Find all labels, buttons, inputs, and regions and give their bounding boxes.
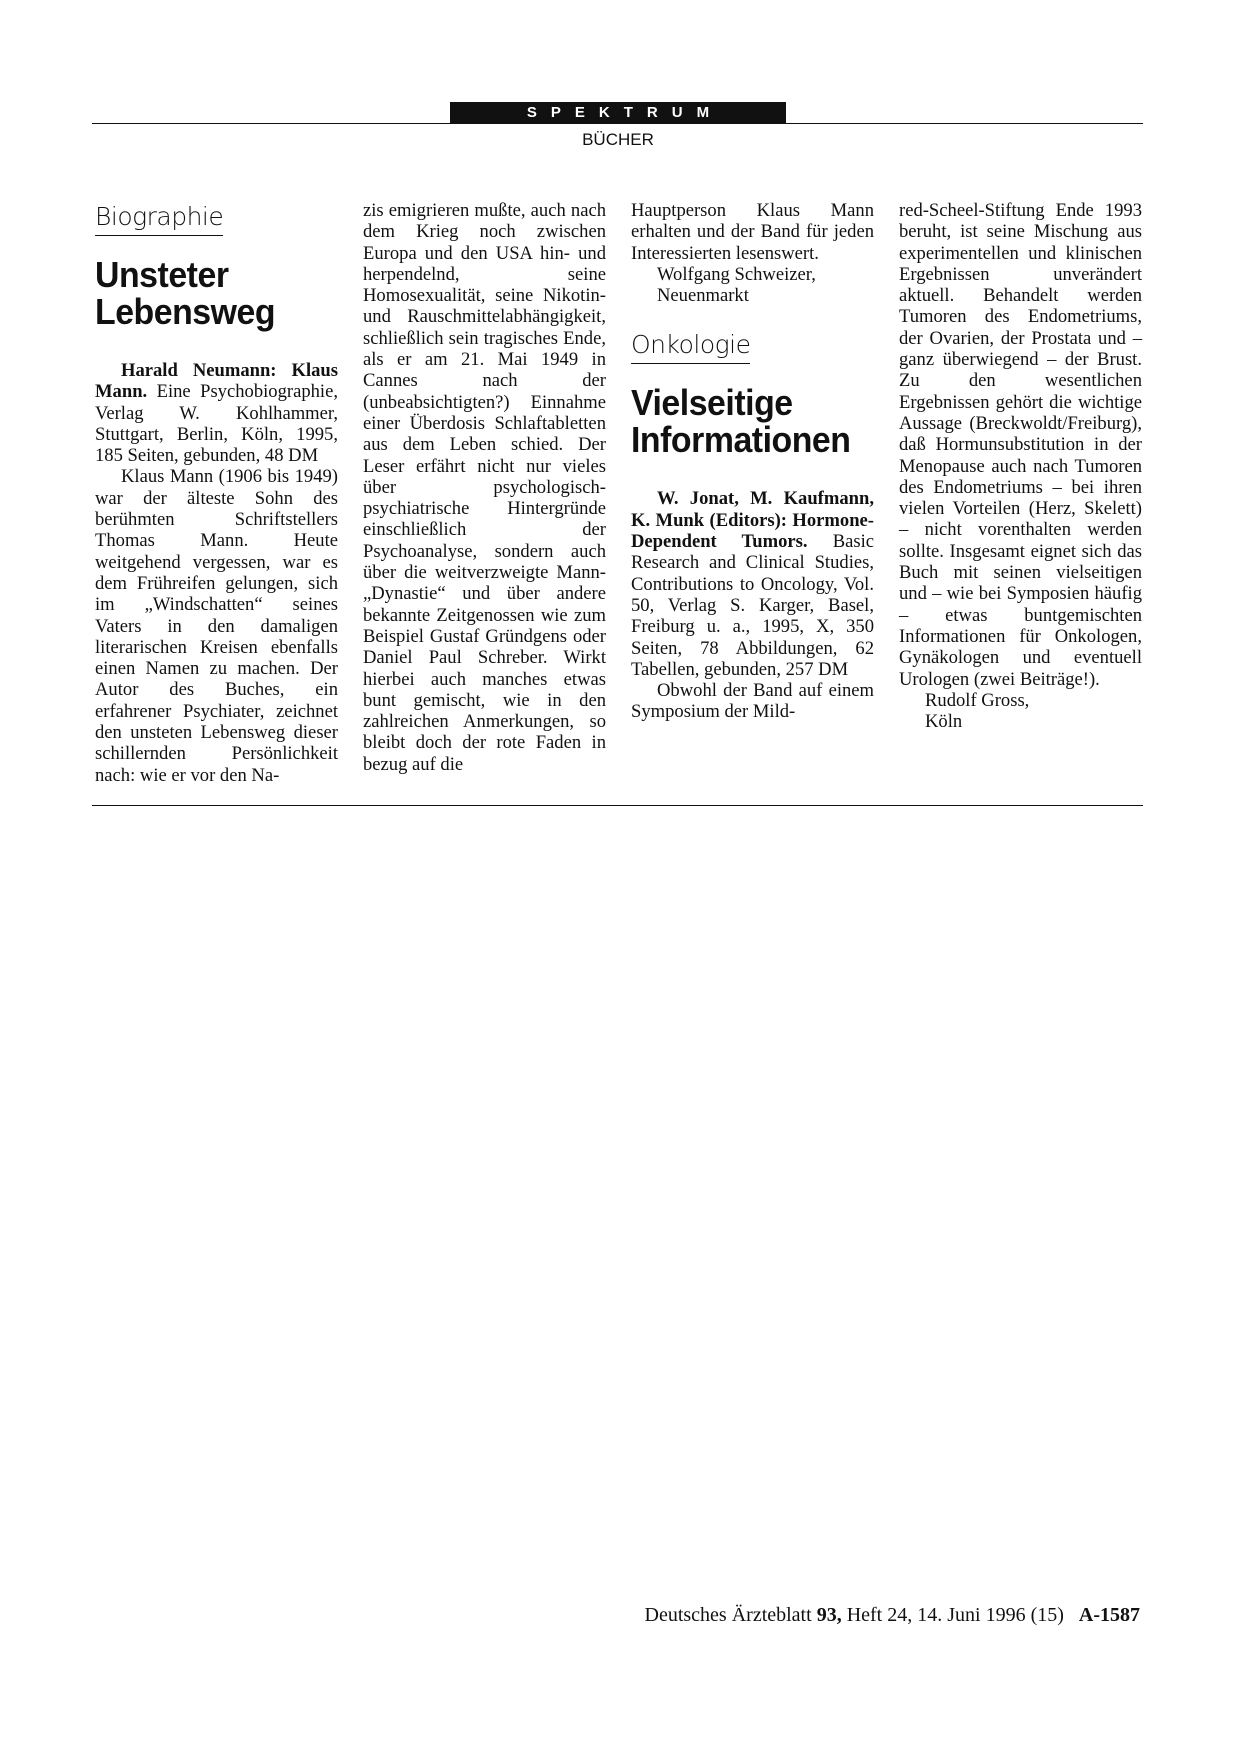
article2-signature-place: Köln [925, 711, 963, 733]
header-rule [92, 123, 1143, 124]
article2-body-col3: Obwohl der Band auf einem Symposium der Mild- [631, 680, 874, 723]
article1-headline [95, 256, 323, 330]
article2-body-col4: red-Scheel-Stiftung Ende 1993 beruht, ist seine Mischung aus experimentellen und klinischen Ergebnissen unverändert aktuell. Behandelt werden Tumoren des Endometriums, der Ovarien, der Prostata und – ganz überwiegend – der Brust. Zu den wesentlichen Ergebnissen gehört die wichtige Aussage (Breckwoldt/Freiburg), daß Hormunsubstitution in der Menopause auch nach Tumoren des Endometriums – bei ihren vielen Vorteilen (Herz, Skelett) – nicht vorenthalten werden sollte. Insgesamt eignet sich das Buch mit seinen vielseitigen und – wie bei Symposien häufig – etwas buntgemischten Informationen für Onkologen, Gynäkologen und eventuell Urologen (zwei Beiträge!). [899, 200, 1142, 690]
column-3 [631, 200, 874, 723]
column-2 [363, 200, 606, 775]
article1-body-col1: Klaus Mann (1906 bis 1949) war der älteste Sohn des berühmten Schriftstellers Thomas Mann. Heute weitgehend vergessen, war es dem Frühreifen gelungen, sich im „Windschatten“ seines Vaters in den damaligen literarischen Kreisen ebenfalls einen Namen zu machen. Der Autor des Buches, ein erfahrener Psychiater, zeichnet den unsteten Lebensweg dieser schillernden Persönlichkeit nach: wie er vor den Na- [95, 466, 338, 786]
article2-headline-line1: Vielseitige [631, 382, 793, 424]
article2-book-reference [631, 488, 874, 680]
footer-page-number: A-1587 [1078, 1604, 1140, 1626]
footer-journal: Deutsches Ärzteblatt [644, 1604, 812, 1626]
article1-body-col3: Hauptperson Klaus Mann erhalten und der Band für jeden Interessierten lesenswert. [631, 200, 874, 264]
footer-volume: 93, [816, 1604, 842, 1626]
footer-issue-date: Heft 24, 14. Juni 1996 (15) [841, 1604, 1064, 1626]
article1-headline-line2: Lebensweg [95, 291, 276, 332]
article1-headline-line1: Unsteter [95, 254, 229, 295]
section-banner: SPEKTRUM [450, 102, 786, 124]
column-1 [95, 200, 338, 786]
article1-signature-name: Wolfgang Schweizer, [657, 263, 816, 285]
article1-book-author-title: Harald Neumann: Klaus Mann. [95, 360, 338, 403]
article1-book-details: Eine Psychobiographie, Verlag W. Kohlhammer, Stuttgart, Berlin, Köln, 1995, 185 Seiten, gebunden, 48 DM [95, 381, 338, 467]
article2-book-author-title: W. Jonat, M. Kaufmann, K. Munk (Editors): Hormone-Dependent Tumors. [631, 488, 874, 553]
footer-rule [92, 805, 1143, 806]
article2-kicker: Onkologie [631, 328, 750, 364]
subsection-label: BÜCHER [582, 130, 654, 149]
column-4 [899, 200, 1142, 732]
article2-headline [631, 382, 859, 461]
article1-body-col2: zis emigrieren mußte, auch nach dem Krieg noch zwischen Europa und den USA hin- und herpendelnd, seine Homosexualität, seine Nikotin- und Rauschmittelabhängigkeit, schließlich sein tragisches Ende, als er am 21. Mai 1949 in Cannes nach der (unbeabsichtigten?) Einnahme einer Überdosis Schlaftabletten aus dem Leben schied. Der Leser erfährt nicht nur vieles über psychologisch-psychiatrische Hintergründe einschließlich der Psychoanalyse, sondern auch über die weitverzweigte Mann-„Dynastie“ und über andere bekannte Zeitgenossen wie zum Beispiel Gustaf Gründgens oder Daniel Paul Schreber. Wirkt hierbei auch manches etwas bunt gemischt, wie in den zahlreichen Anmerkungen, so bleibt doch der rote Faden in bezug auf die [363, 200, 606, 775]
article2-signature-name: Rudolf Gross, [925, 689, 1030, 711]
article1-kicker: Biographie [95, 200, 223, 236]
article2-book-details: Basic Research and Clinical Studies, Contributions to Oncology, Vol. 50, Verlag S. Karger, Basel, Freiburg u. a., 1995, X, 350 Seiten, 78 Abbildungen, 62 Tabellen, gebunden, 257 DM [631, 531, 874, 680]
article1-signature-place: Neuenmarkt [657, 285, 749, 307]
article2-headline-line2: Informationen [631, 419, 851, 461]
page-footer [520, 1603, 1140, 1627]
article1-book-reference [95, 360, 338, 466]
